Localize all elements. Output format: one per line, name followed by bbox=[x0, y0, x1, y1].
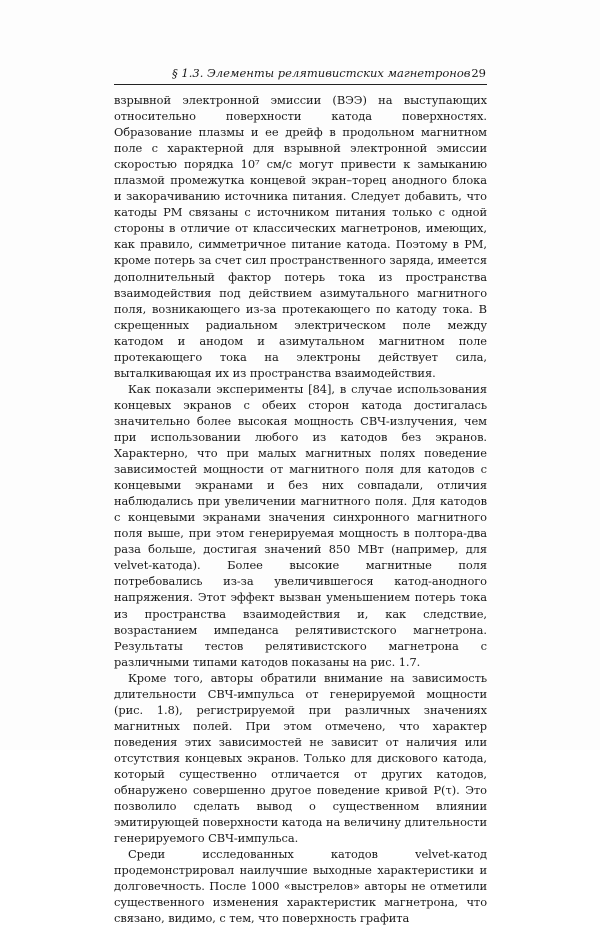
section-title: § 1.3. Элементы релятивистских магнетронов bbox=[172, 66, 471, 80]
header-rule bbox=[114, 84, 487, 85]
paragraph-2: Как показали эксперименты [84], в случае использования концевых экранов с обеих сторон катода достигалась значительно более высокая мощность СВЧ-излучения, чем при использовании любого из катодов без экранов. Характерно, что при малых магнитных полях поведение зависимостей мощности от магнитного поля для катодов с концевыми экранами и без них совпадали, отличия наблюдались при увеличении магнитного поля. Для катодов с концевыми экранами значения синхронного магнитного поля выше, при этом генерируемая мощность в полтора-два раза больше, достигая значений 850 МВт (например, для velvet-катода). Более высокие магнитные поля потребовались из-за увеличившегося катод-анодного напряжения. Этот эффект вызван уменьшением потерь тока из пространства взаимодействия и, как следствие, возрастанием импеданса релятивистского магнетрона. Результаты тестов релятивистского магнетрона с различными типами катодов показаны на рис. 1.7. bbox=[114, 381, 487, 669]
paragraph-1: взрывной электронной эмиссии (ВЭЭ) на выступающих относительно поверхности катода поверхностях. Образование плазмы и ее дрейф в продольном магнитном поле с характерной для взрывной электронной эмиссии скоростью порядка 10⁷ см/с могут привести к замыканию плазмой промежутка концевой экран–торец анодного блока и закорачиванию источника питания. Следует добавить, что катоды РМ связаны с источником питания только с одной стороны в отличие от классических магнетронов, имеющих, как правило, симметричное питание катода. Поэтому в РМ, кроме потерь за счет сил пространственного заряда, имеется дополнительный фактор потерь тока из пространства взаимодействия под действием азимутального магнитного поля, возникающего из-за протекающего по катоду тока. В скрещенных радиальном электрическом поле между катодом и анодом и азимутальном магнитном поле протекающего тока на электроны действует сила, выталкивающая их из пространства взаимодействия. bbox=[114, 93, 487, 380]
paragraph-3: Кроме того, авторы обратили внимание на зависимость длительности СВЧ-импульса от генерируемой мощности (рис. 1.8), регистрируемой при различных значениях магнитных полей. При этом отмечено, что характер поведения этих зависимостей не зависит от наличия или отсутствия концевых экранов. Только для дискового катода, который существенно отличается от других катодов, обнаружено совершенно другое поведение кривой P(τ). Это позволило сделать вывод о существенном влиянии эмитирующей поверхности катода на величину длительности генерируемого СВЧ-импульса. bbox=[114, 670, 487, 846]
running-head bbox=[114, 66, 486, 84]
body-text bbox=[114, 92, 487, 926]
paragraph-4: Среди исследованных катодов velvet-катод продемонстрировал наилучшие выходные характеристики и долговечность. После 1000 «выстрелов» авторы не отметили существенного изменения характеристик магнетрона, что связано, видимо, с тем, что поверхность графита bbox=[114, 847, 487, 926]
page-number: 29 bbox=[471, 66, 486, 80]
